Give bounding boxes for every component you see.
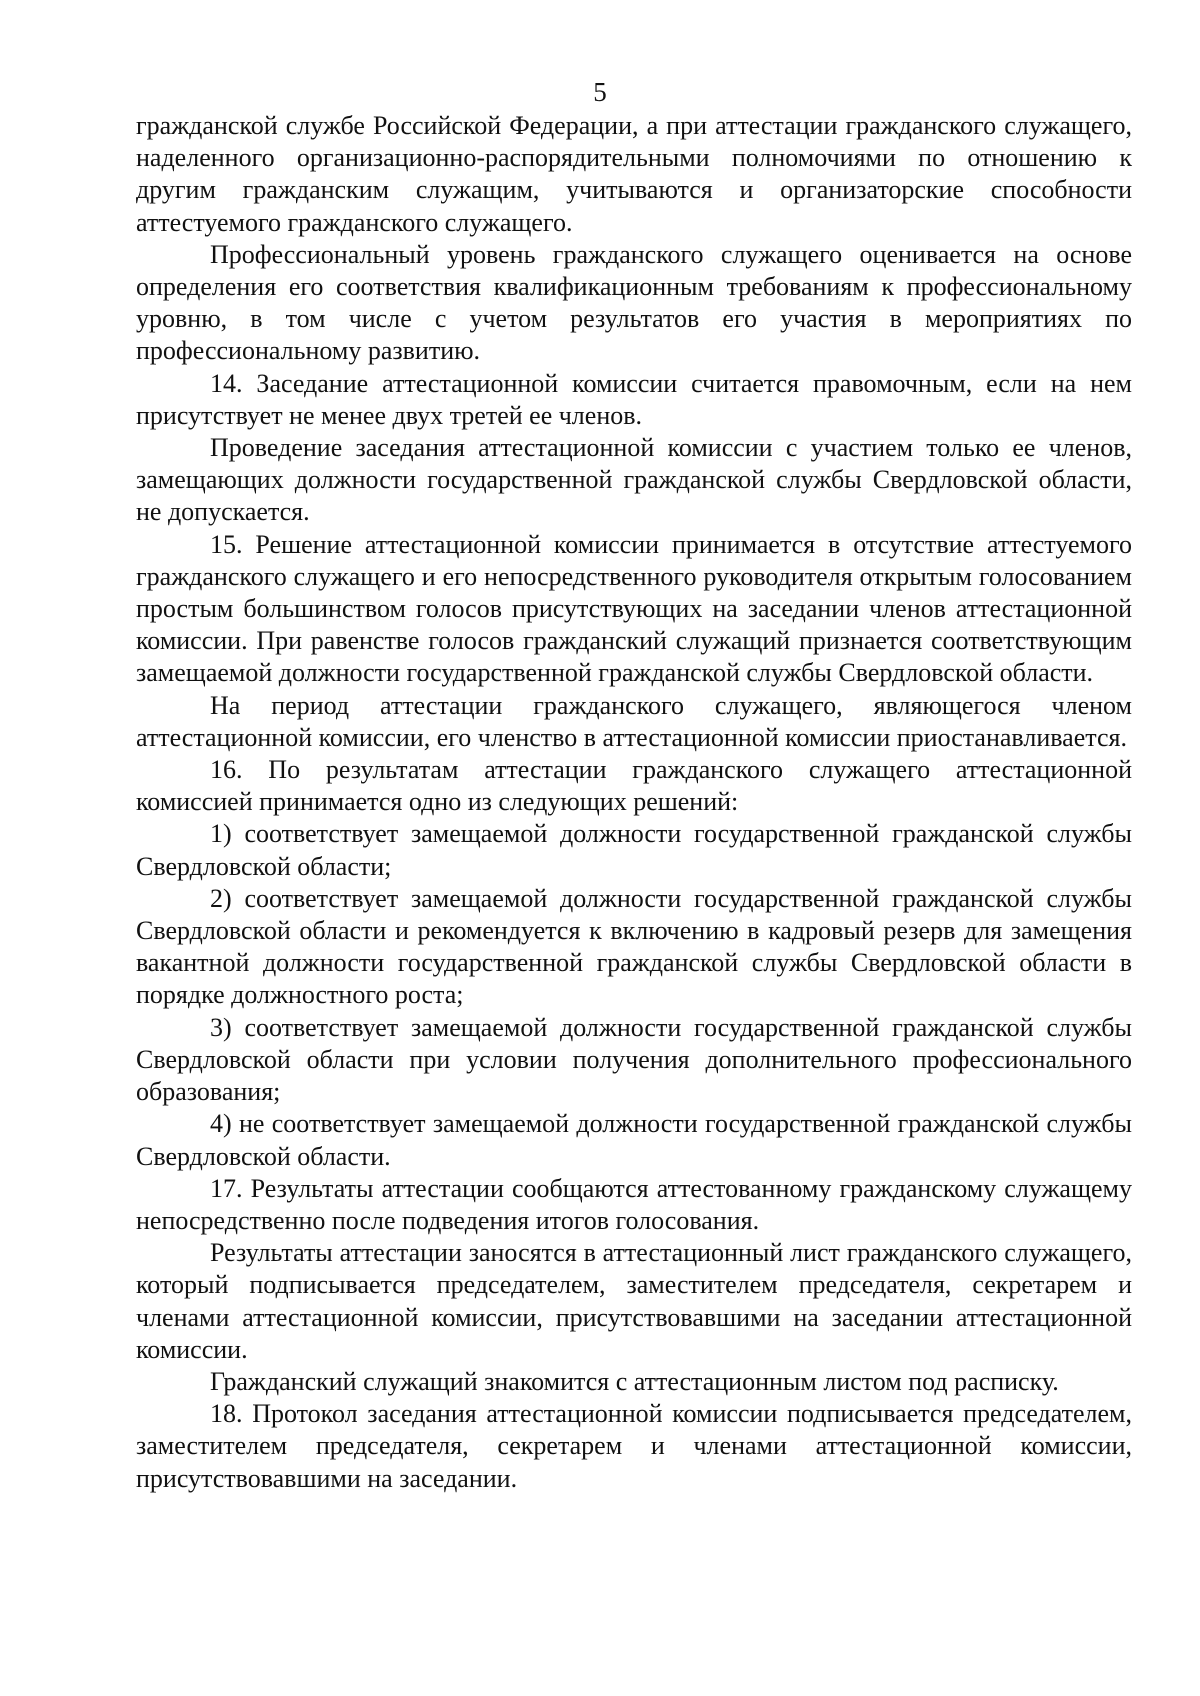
paragraph-item-14-note: Проведение заседания аттестационной комиссии с участием только ее членов, замещающих должности государственной гражданской службы Свердловской области, не допускается.	[136, 433, 1132, 527]
list-item-decision-3: 3) соответствует замещаемой должности государственной гражданской службы Свердловской области при условии получения дополнительного профессионального образования;	[136, 1012, 1132, 1107]
paragraph-item-16: 16. По результатам аттестации гражданского служащего аттестационной комиссией принимается одно из следующих решений:	[136, 755, 1132, 817]
paragraph-professional-level: Профессиональный уровень гражданского служащего оценивается на основе определения его соответствия квалификационным требованиям к профессиональному уровню, в том числе с учетом результатов его участия в мероприятиях по профессиональному развитию.	[136, 239, 1132, 366]
list-item-decision-1: 1) соответствует замещаемой должности государственной гражданской службы Свердловской области;	[136, 819, 1132, 881]
paragraph-item-14: 14. Заседание аттестационной комиссии считается правомочным, если на нем присутствует не менее двух третей ее членов.	[136, 368, 1132, 430]
page-number: 5	[593, 77, 607, 107]
paragraph-item-15-note: На период аттестации гражданского служащего, являющегося членом аттестационной комиссии, его членство в аттестационной комиссии приостанавливается.	[136, 690, 1132, 752]
paragraph-item-18: 18. Протокол заседания аттестационной комиссии подписывается председателем, заместителем председателя, секретарем и членами аттестационной комиссии, присутствовавшими на заседании.	[136, 1399, 1132, 1493]
list-item-decision-2: 2) соответствует замещаемой должности государственной гражданской службы Свердловской области и рекомендуется к включению в кадровый резерв для замещения вакантной должности государственной гражданской службы Свердловской области в порядке должностного роста;	[136, 883, 1132, 1010]
document-body	[136, 110, 1132, 1495]
list-item-decision-4: 4) не соответствует замещаемой должности государственной гражданской службы Свердловской области.	[136, 1109, 1132, 1171]
paragraph-item-17-receipt: Гражданский служащий знакомится с аттестационным листом под расписку.	[210, 1366, 1059, 1396]
paragraph-item-17-sheet: Результаты аттестации заносятся в аттестационный лист гражданского служащего, который подписывается председателем, заместителем председателя, секретарем и членами аттестационной комиссии, присутствовавшими на заседании аттестационной комиссии.	[136, 1238, 1132, 1364]
paragraph-item-17: 17. Результаты аттестации сообщаются аттестованному гражданскому служащему непосредственно после подведения итогов голосования.	[136, 1173, 1132, 1235]
paragraph-continuation: гражданской службе Российской Федерации, а при аттестации гражданского служащего, наделенного организационно-распорядительными полномочиями по отношению к другим гражданским служащим, учитываются и организаторские способности аттестуемого гражданского служащего.	[136, 111, 1132, 237]
paragraph-item-15: 15. Решение аттестационной комиссии принимается в отсутствие аттестуемого гражданского служащего и его непосредственного руководителя открытым голосованием простым большинством голосов присутствующих на заседании членов аттестационной комиссии. При равенстве голосов гражданский служащий признается соответствующим замещаемой должности государственной гражданской службы Свердловской области.	[136, 529, 1132, 688]
